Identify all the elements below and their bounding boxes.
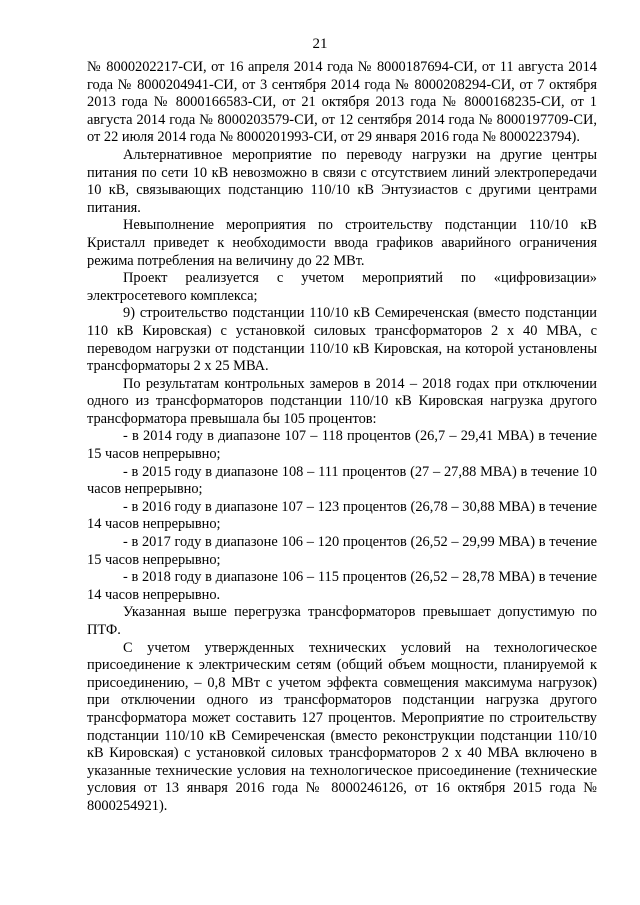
paragraph-item-9: 9) строительство подстанции 110/10 кВ Семиреченская (вместо подстанции 110 кВ Кировская) с установкой силовых трансформаторов 2 х 40 МВА, с переводом нагрузки от подстанции 110/10 кВ Кировская, на которой установлены трансформаторы 2 х 25 МВА. [87, 305, 597, 375]
list-item-2014: - в 2014 году в диапазоне 107 – 118 процентов (26,7 – 29,41 МВА) в течение 15 часов непрерывно; [87, 428, 597, 463]
list-item-2016: - в 2016 году в диапазоне 107 – 123 процентов (26,78 – 30,88 МВА) в течение 14 часов непрерывно; [87, 498, 597, 533]
paragraph-measurements-intro: По результатам контрольных замеров в 2014 – 2018 годах при отключении одного из трансформаторов подстанции 110/10 кВ Кировская нагрузка другого трансформатора превышала бы 105 процентов: [87, 375, 597, 427]
paragraph-digitalization: Проект реализуется с учетом мероприятий по «цифровизации» электросетевого комплекса; [87, 270, 597, 304]
paragraph-technical-conditions: С учетом утвержденных технических условий на технологическое присоединение к электрическим сетям (общий объем мощности, планируемой к присоединению, – 0,8 МВт с учетом эффекта совмещения максимума нагрузок) при отключении одного из трансформаторов подстанции нагрузка другого трансформатора может составить 127 процентов. Мероприятие по строительству подстанции 110/10 кВ Семиреченская (вместо реконструкции подстанции 110/10 кВ Кировская) с установкой силовых трансформаторов 2 х 40 МВА включено в указанные технические условия на технологическое присоединение (технические условия от 13 января 2016 года № 8000246126, от 16 октября 2015 года № 8000254921). [87, 639, 597, 814]
paragraph-overload-note: Указанная выше перегрузка трансформаторов превышает допустимую по ПТФ. [87, 604, 597, 638]
paragraph-continuation: № 8000202217-СИ, от 16 апреля 2014 года № 8000187694-СИ, от 11 августа 2014 года № 8000204941-СИ, от 3 сентября 2014 года № 8000208294-СИ, от 7 октября 2013 года № 8000166583-СИ, от 21 октября 2013 года № 8000168235-СИ, от 1 августа 2014 года № 8000203579-СИ, от 12 сентября 2014 года № 8000197709-СИ, от 22 июля 2014 года № 8000201993-СИ, от 29 января 2016 года № 8000223794). [87, 59, 597, 146]
list-item-2017: - в 2017 году в диапазоне 106 – 120 процентов (26,52 – 29,99 МВА) в течение 15 часов непрерывно; [87, 534, 597, 568]
paragraph-alternative-measure: Альтернативное мероприятие по переводу нагрузки на другие центры питания по сети 10 кВ невозможно в связи с отсутствием линий электропередачи 10 кВ, связывающих подстанцию 110/10 кВ Энтузиастов с другими центрами питания. [87, 146, 597, 216]
page-number: 21 [312, 36, 328, 52]
list-item-2015: - в 2015 году в диапазоне 108 – 111 процентов (27 – 27,88 МВА) в течение 10 часов непрерывно; [87, 463, 597, 498]
document-body [87, 59, 597, 816]
paragraph-kristall-consequence: Невыполнение мероприятия по строительству подстанции 110/10 кВ Кристалл приведет к необходимости ввода графиков аварийного ограничения режима потребления на величину до 22 МВт. [87, 217, 597, 269]
list-item-2018: - в 2018 году в диапазоне 106 – 115 процентов (26,52 – 28,78 МВА) в течение 14 часов непрерывно. [87, 569, 597, 603]
